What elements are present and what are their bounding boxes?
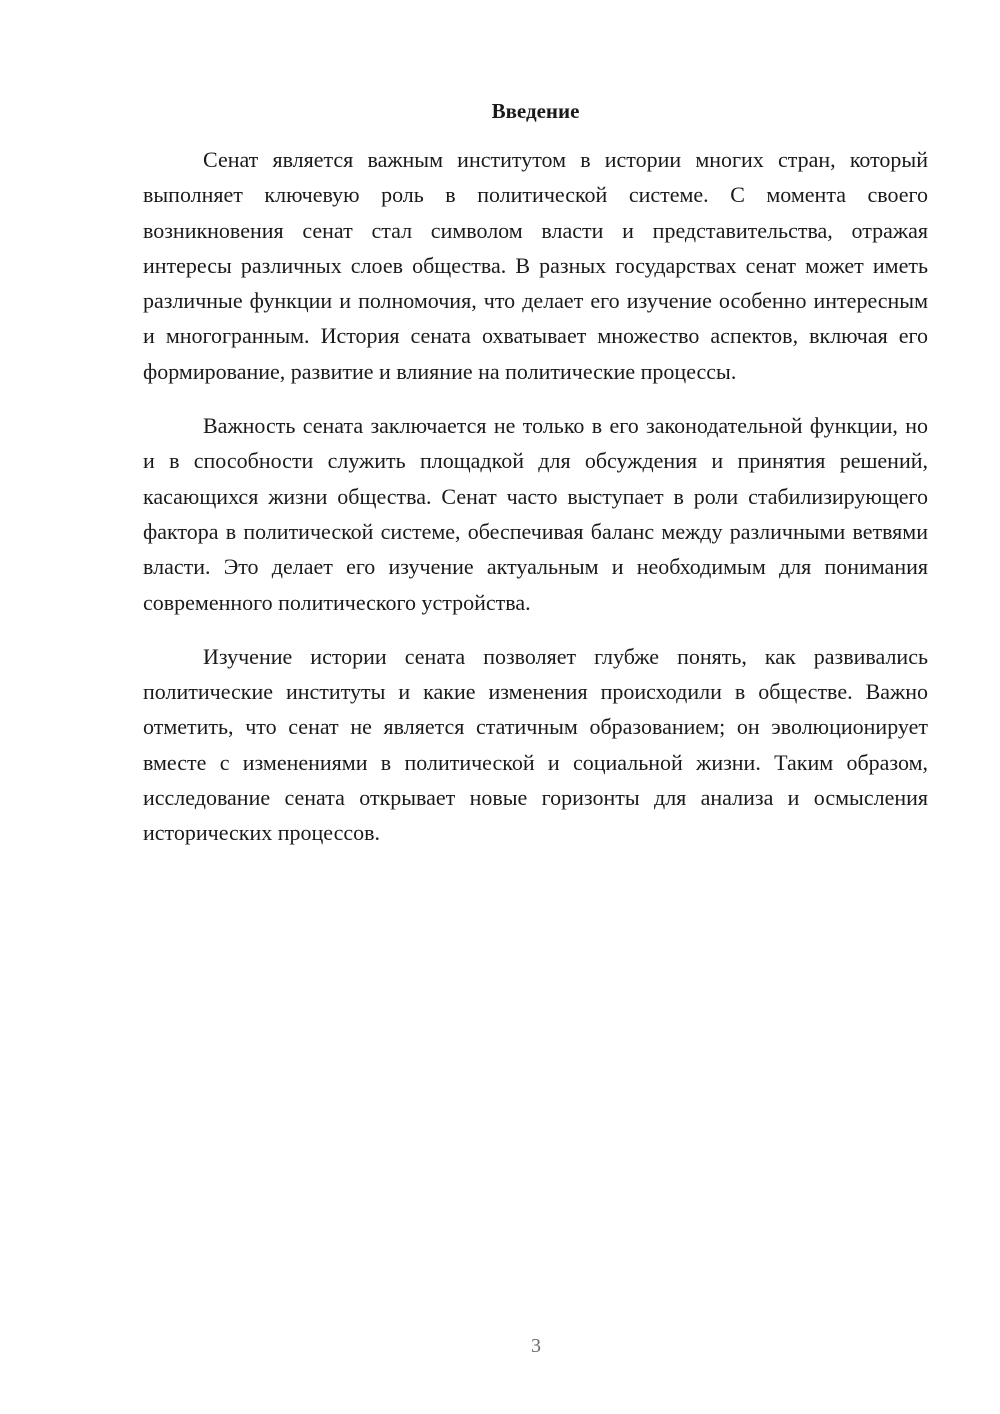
paragraph-1: Сенат является важным институтом в истории многих стран, который выполняет ключевую роль в политической системе. С момента своего возникновения сенат стал символом власти и представительства, отражая интересы различных слоев общества. В разных государствах сенат может иметь различные функции и полномочия, что делает его изучение особенно интересным и многогранным. История сената охватывает множество аспектов, включая его формирование, развитие и влияние на политические процессы. bbox=[143, 147, 928, 384]
page-number: 3 bbox=[531, 1335, 541, 1357]
paragraph-3: Изучение истории сената позволяет глубже понять, как развивались политические институты и какие изменения происходили в обществе. Важно отметить, что сенат не является статичным образованием; он эволюционирует вместе с изменениями в политической и социальной жизни. Таким образом, исследование сената открывает новые горизонты для анализа и осмысления исторических процессов. bbox=[143, 643, 928, 846]
body-text bbox=[143, 142, 928, 870]
paragraph-2: Важность сената заключается не только в его законодательной функции, но и в способности служить площадкой для обсуждения и принятия решений, касающихся жизни общества. Сенат часто выступает в роли стабилизирующего фактора в политической системе, обеспечивая баланс между различными ветвями власти. Это делает его изучение актуальным и необходимым для понимания современного политического устройства. bbox=[143, 413, 928, 615]
section-heading: Введение bbox=[491, 99, 580, 123]
